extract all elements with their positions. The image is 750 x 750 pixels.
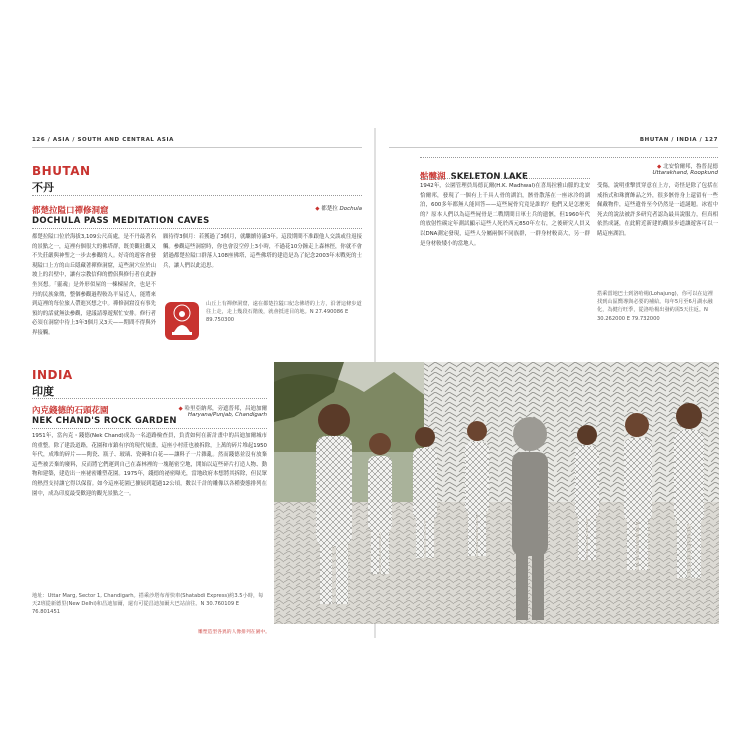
skeleton-title-en: SKELETON LAKE xyxy=(450,172,528,182)
nek-title-zh: 內克錢德的石頭花園 xyxy=(32,406,109,416)
nek-location-zh: 哈里亞納邦，旁遮普邦，昌迪加爾 xyxy=(184,406,267,412)
skeleton-body-col2: 受傷，說明重擊貫穿意在上方，奇怪是除了包括在戒指式和珠寶飾品之外，很多骸骨身上還留有一些佩戴物件，這些遺骨至今仍然是一道謎題。冰雹中死去的說法被許多研究者認為最具說服力，但真相依然成謎，在此附近新建的觀景步道讓遊客可以一睹這座湖泊。 xyxy=(597,183,718,237)
india-divider xyxy=(32,398,267,399)
nek-body: 1951年，當內克・錢德(Nek Chand)成為一名道路檢查員，負責如何在新計畫中的昌迪加爾城市的重整。除了建設道路，花園和市鎮有序的現代規畫，這座小村莊也被拆除，上萬的碎片堆起1950年代，成堆的碎片——陶瓷、瓶子、玻璃、瓷磚和白花——讓料子一片雜亂。然而錢德並沒有放棄這些被丟棄的廢料，反而將它們運到自己在森林裡的一塊秘密空地，開始以這些碎片打造人物、動物和建築，建造出一座祕密雕塑花園。1975年，錢德的祕密曝光，當地政府本想將其拆除，但民眾的熱烈支持讓它得以保留。如今這座花園已擴展到超過12公頃，數以千計的雕像以各種姿態排列在園中，成為印度最受歡迎的觀光景點之一。 xyxy=(32,433,267,497)
skeleton-title xyxy=(420,164,528,183)
section-divider xyxy=(32,195,362,196)
header-rule-left xyxy=(32,147,362,148)
header-rule-right xyxy=(389,147,718,148)
location-zh: 都楚拉 xyxy=(321,206,338,212)
nek-location xyxy=(150,404,267,418)
bhutan-body-col2: 願待得3個月：若獲過了3個月，就繼續待滿3年。這段期間不准跟他人交談或往返接觸。參觀這些洞窟時，你也會沒空停上3小時，不過花10分鐘走上森林徑，你就不會錯過都楚拉隘口群落人108座佛塔，這些佛塔的建造是為了紀念2003年末戰死的士兵，讓人們以此追思。 xyxy=(163,234,362,269)
section-title-india-en: INDIA xyxy=(32,368,73,382)
photo-caption: 雕塑造型各異的人像排列在園中。 xyxy=(198,630,270,635)
nek-location-en: Haryana/Punjab, Chandigarh xyxy=(187,412,267,418)
section-title-bhutan-zh: 不丹 xyxy=(32,181,54,194)
skeleton-location xyxy=(603,162,718,176)
skeleton-info: 搭乘當地巴士到洛哈楊(Lohajung)，你可以在這裡找到山區嚮導與必要的補給。每年5月至6月湖水融化，為健行旺季，從洛哈楊出發約需5天往返。N 30.262000 E 79.732000 xyxy=(597,291,713,322)
running-head-left: 126 / ASIA / SOUTH AND CENTRAL ASIA xyxy=(32,137,174,143)
skeleton-entry-divider xyxy=(420,178,590,179)
rock-garden-photo xyxy=(274,362,719,624)
nek-entry-divider xyxy=(32,428,267,429)
skeleton-top-divider xyxy=(420,157,718,158)
buddha-illustration xyxy=(163,300,201,342)
entry-location xyxy=(236,204,362,212)
location-en: Dochula xyxy=(339,206,362,212)
bhutan-info: 山丘上有禪修洞窟，遠在都楚拉隘口紀念佛塔的上方，沿著這條步道往上走，走上幾段石階後，就會抵達目的地。N 27.490086 E 89.750300 xyxy=(206,301,362,324)
nek-title-en: NEK CHAND'S ROCK GARDEN xyxy=(32,416,177,426)
location-pin-icon: ◆ xyxy=(315,206,322,212)
section-title-india-zh: 印度 xyxy=(32,385,54,398)
entry-title-en: DOCHULA PASS MEDITATION CAVES xyxy=(32,216,210,226)
entry-title-zh: 都楚拉隘口禪修洞窟 xyxy=(32,206,109,216)
nek-info: 地址：Uttar Marg, Sector 1, Chandigarh。搭乘沙塔布蒂快車(Shatabdi Express)約3.5小時，每天2班從新德里(New Delhi)和昌迪加爾，還有可從昌迪加爾大巴站前往。N 30.760109 E 76.801451 xyxy=(32,593,264,616)
bhutan-body-col1: 都楚拉隘口位於海拔3,109公尺高處，是不丹最著名的景點之一，這裡有個很大的佛塔群，既美觀壯觀又不失莊嚴與神聖之一步去參觀的人。好奇的遊客會發現隘口上方的山丘隱藏著禪修洞窟，這些洞穴位於山坡上的岩壁中，讓有宗教信仰的僧侶與修行者在此靜坐冥想。「靈魂」是外形似屋的一棟棟屋舍，也是不丹的民族象徵，整個參觀過程較為平易近人，能將來到這裡的每位旅人帶進冥想之中。禪修洞窟沒有事先預約的話就無法參觀，建議請導遊幫忙安排。修行者必須在洞窟中待上3年3個月又3天——期間不得與外界接觸。 xyxy=(32,234,156,336)
book-spread xyxy=(0,128,750,638)
location-pin-icon: ◆ xyxy=(657,164,663,170)
entry-divider xyxy=(32,228,362,229)
skeleton-location-zh: 北安恰爾邦，魯普昆德 xyxy=(662,164,718,170)
running-head-right: BHUTAN / INDIA / 127 xyxy=(639,137,718,143)
location-pin-icon: ◆ xyxy=(178,406,185,412)
skeleton-title-zh: 骷髏湖 xyxy=(420,172,446,182)
skeleton-body-col1: 1942年，公園管理員馬德瓦爾(H.K. Madhwal)在喜馬拉雅山脈的北安恰爾邦，發現了一個有上千具人骨的湖泊，骸骨散落在一座冰冷的湖泊，600多年都無人能回答——這些屍骨究竟是誰的？他們又是怎麼死的？原本人們以為這些屍骨是二戰期間日軍士兵的遺骸，但1960年代的放射性碳定年測試顯示這些人死於西元850年左右，之後研究人員又以DNA測定發現，這些人分屬兩個不同族群，一群身材較高大，另一群是身材較矮小的當地人。 xyxy=(420,183,590,247)
skeleton-location-en: Uttarakhand, Roopkund xyxy=(652,170,718,176)
section-title-bhutan-en: BHUTAN xyxy=(32,164,91,178)
